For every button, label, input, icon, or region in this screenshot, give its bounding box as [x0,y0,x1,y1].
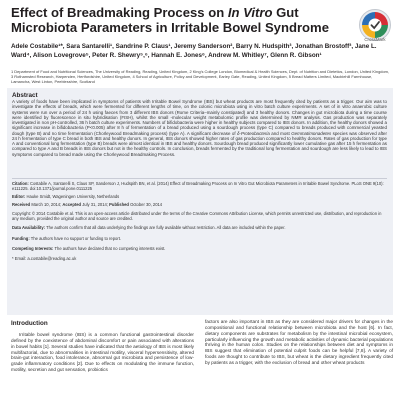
abstract-body: A variety of foods have been implicated in symptoms of patients with Irritable Bowel Syndrome (IBS) but wheat products are most frequently cited by patients as a trigger. Our aim was to investigate the effects of breads, which were fermented for different lengths of time, on the colonic microbiota using in vitro batch culture experiments. A set of in vitro anaerobic culture systems were run over a period of 24 h using faeces from 3 different IBS donors (Rome Criteria–mainly constipated) and 3 healthy donors. Changes in gut microbiota during a time course were identified by fluorescence in situ hybridisation (FISH), whilst the small -molecular weight metabolomic profile was determined by NMR analysis. Gas production was separately investigated in non pH-controlled, 36 h batch culture experiments. Numbers of bifidobacteria were higher in healthy subjects compared to IBS donors. In addition, the healthy donors showed a significant increase in bifidobacteria (P<0.005) after 8 h of fermentation of a bread produced using a sourdough process (type C) compared to breads produced with commercial yeasted dough (type B) and no time fermentation (Chorleywood Breadmaking process) (type A). A significant decrease of δ-Proteobacteria and most Gemmatimonadetes species was observed after 24 h fermentation of type C bread in both IBS and healthy donors. In general, IBS donors showed higher rates of gas production compared to healthy donors. Rates of gas production for type A and conventional long fermentation (type B) breads were almost identical in IBS and healthy donors. Sourdough bread produced significantly lower cumulative gas after 15 h fermentation as compared to type A and B breads in IBS donors but not in the healthy controls. In conclusion, breads fermented by the traditional long fermentation and sourdough are less likely to lead to IBS symptoms compared to bread made using the Chorleywood Breadmaking Process. [12,99,387,157]
author-list: Adele Costabile¹*, Sara Santarelli¹, Sandrine P. Claus¹, Jeremy Sanderson², Barry N. Hudspith³, Jonathan Brostoff³, Jane L. Ward⁴, Alison Lovegrove⁵, Peter R. Shewry⁵,⁶, Hannah E. Jones⁶, Andrew M. Whitley⁷, Glenn R. Gibson¹ [11,43,377,59]
abstract-divider [12,178,387,179]
dates: Received March 10, 2014; Accepted July 31, 2014; Published October 30, 2014 [12,202,163,207]
copyright: Copyright: © 2014 Costabile et al. This is an open-access article distributed under the terms of the Creative Commons Attribution License, which permits unrestricted use, distribution, and reproduction in any medium, provided the original author and source are credited. [12,211,382,222]
paper-title: Effect of Breadmaking Process on In Vitro Gut Microbiota Parameters in Irritable Bowel Syndrome [11,5,329,35]
introduction-right-column: factors are also important in IBS as they are considered major drivers for changes in the compositional and functional relationship between microbiota and the host [6]. In fact, dietary components are substrates for metabolism by the intestinal microbial ecosystem, particularly influencing the growth and metabolic activities of dynamic bacterial populations thriving in the human colon. Studies on the relationships between diet and symptoms in IBS suggest that elimination of potential culprit foods can be helpful [7,8]. A variety of foods are thought to contribute to IBS, but wheat is the dietary ingredient frequently cited by patients as a trigger, with the exclusion of bread and other wheat products [205,319,393,365]
abstract-heading: Abstract [12,92,38,99]
citation: Citation: Costabile A, Santarelli S, Claus SP, Sanderson J, Hudspith BN, et al. (2014) Effect of Breadmaking Process on In Vitro Gut Microbiota Parameters in Irritable Bowel Syndrome. PLoS ONE 9(10): e111225. doi:10.1371/journal.pone.0111225 [12,181,384,192]
funding: Funding: The authors have no support or funding to report. [12,236,122,241]
introduction-heading: Introduction [11,320,48,327]
introduction-left-column: Irritable bowel syndrome (IBS) is a common functional gastrointestinal disorder defined by the coexistence of abdominal discomfort or pain associated with alterations in bowel habits [1]. Several studies have indicated that the aetiology of IBS is most likely multifactorial, due to abnormalities in intestinal motility, visceral hypersensitivity, altered brain-gut interaction, food intolerance, abnormal gut microbiota and persistence of low-grade inflammatory conditions [2]. Due to effects on modulating the immune function, motility, secretion and gut sensation, probiotics [11,332,194,373]
affiliations: 1 Department of Food and Nutritional Sciences, The University of Reading, Reading, United Kingdom, 2 King's College London, Biomedical & Health Sciences, Dept. of Nutrition and Dietetics, London, United Kingdom, 3 Rothamsted Research, Harpenden, Hertfordshire, United Kingdom, 4 School of Agriculture, Policy and Development, Earley Gate, Reading, United Kingdom, 5 Bread Matters Limited, Macbiehill Farmhouse, Lamancha, West Linton, Peeblesshire, Scotland [11,69,390,85]
crossmark-label: CrossMark [364,37,386,42]
competing-interests: Competing Interests: The authors have declared that no competing interests exist. [12,246,166,251]
data-availability: Data Availability: The authors confirm that all data underlying the findings are fully available without restriction. All data are included within the paper. [12,225,286,230]
editor: Editor: Hauke Smidt, Wageningen University, Netherlands [12,194,120,199]
correspondence-email[interactable]: * Email: a.costabile@reading.ac.uk [12,256,77,261]
